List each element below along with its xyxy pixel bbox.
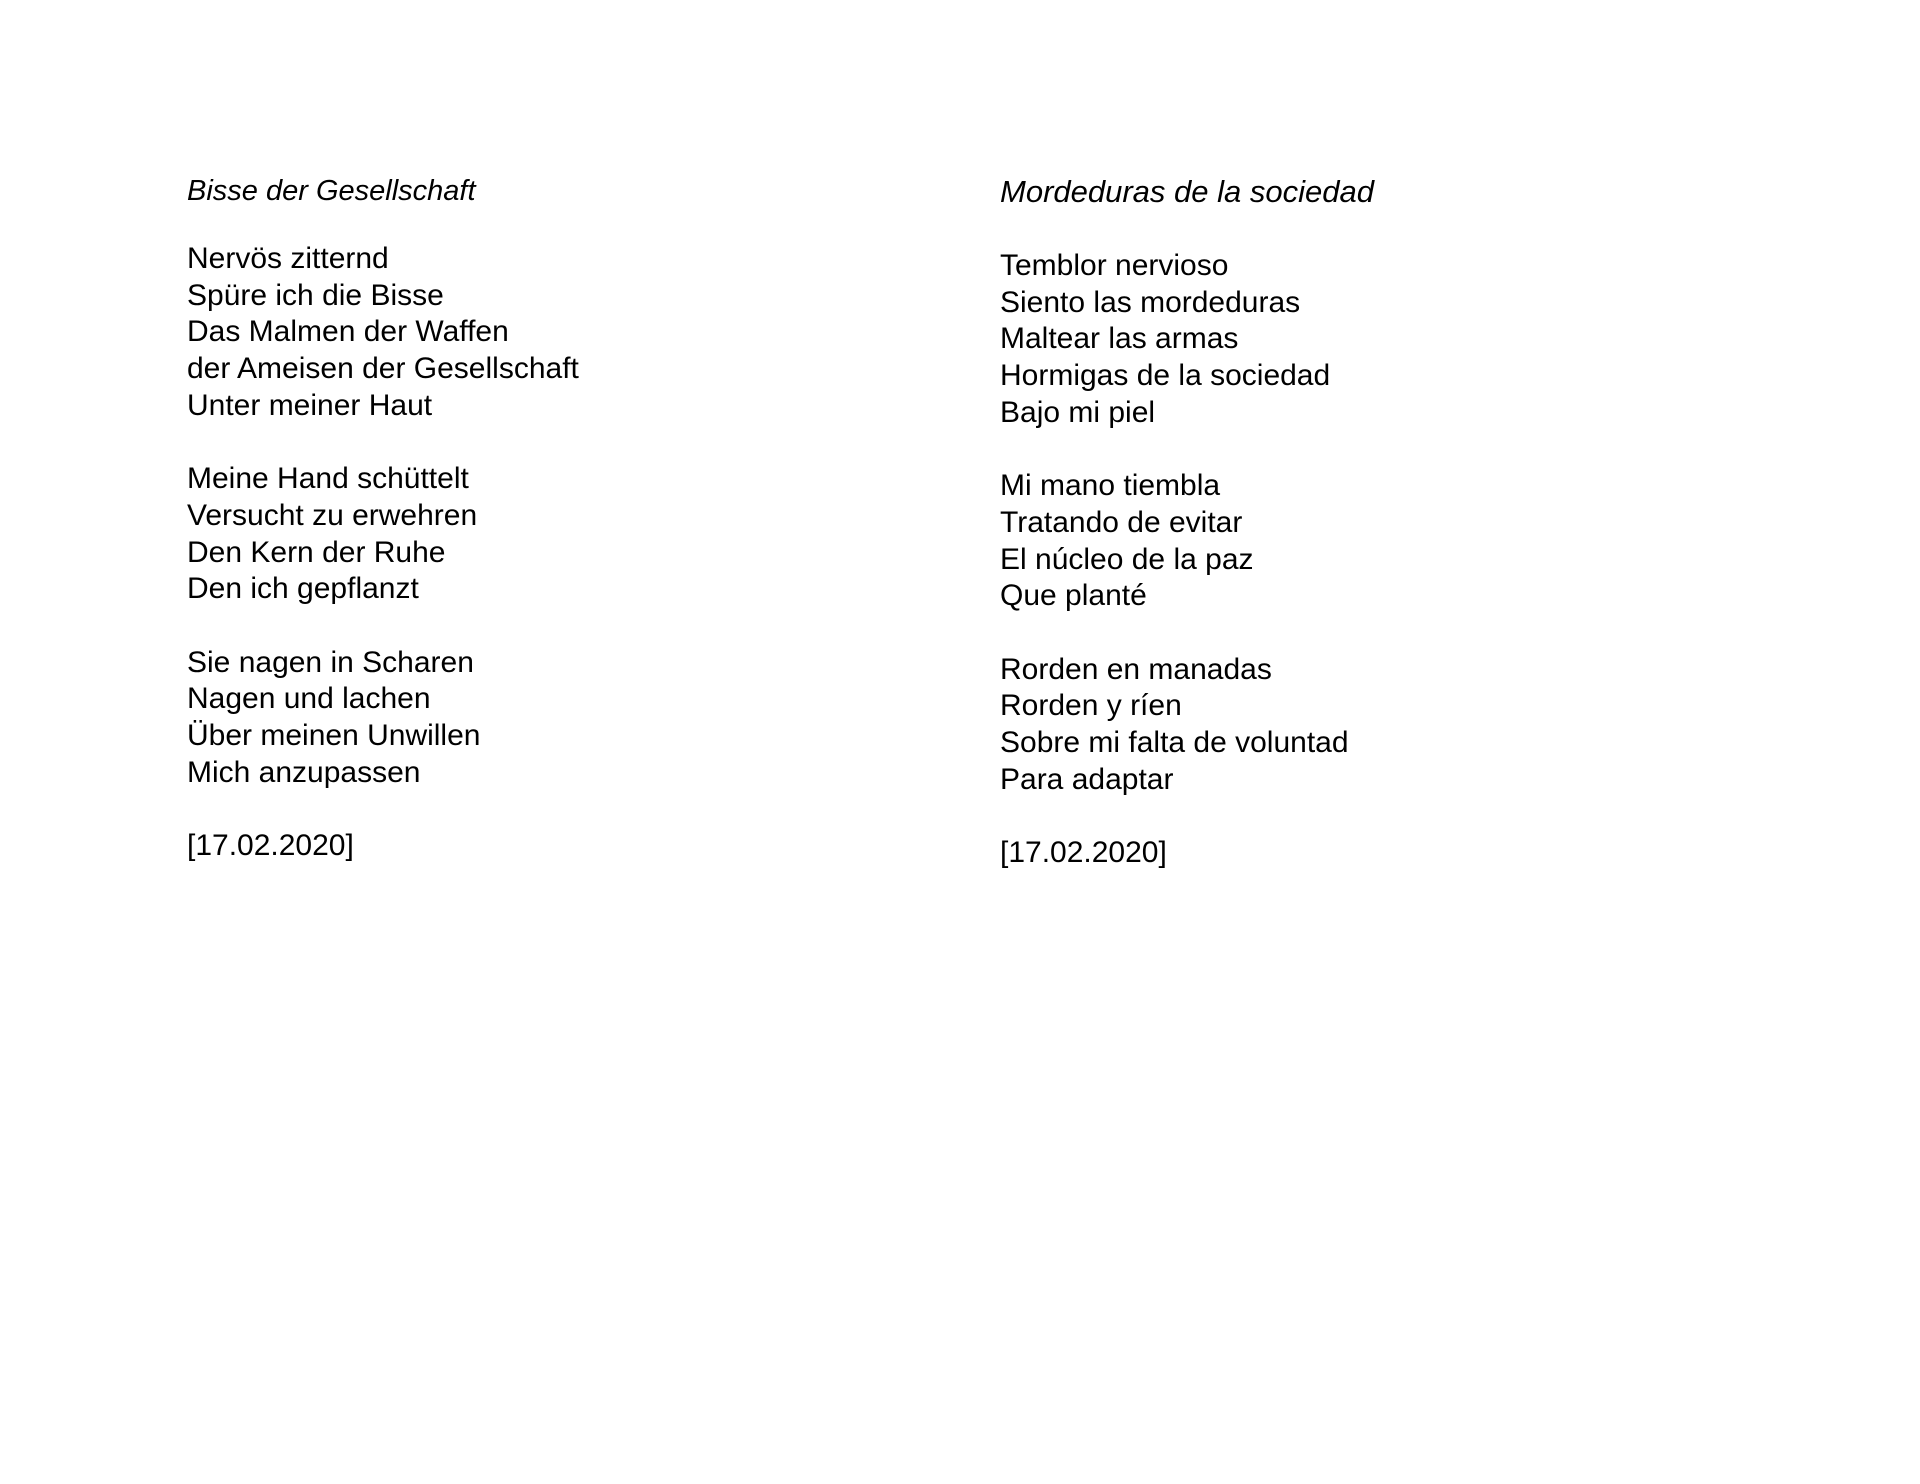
poem-line: Mich anzupassen bbox=[187, 755, 421, 789]
poem-line: Que planté bbox=[1000, 579, 1147, 613]
poem-line: El núcleo de la paz bbox=[1000, 542, 1254, 576]
poem-line: Sobre mi falta de voluntad bbox=[1000, 726, 1349, 760]
poem-line: Bajo mi piel bbox=[1000, 395, 1156, 429]
stanza-1 bbox=[187, 241, 579, 425]
poem-line: Über meinen Unwillen bbox=[187, 719, 481, 753]
poem-line: der Ameisen der Gesellschaft bbox=[187, 352, 579, 386]
poem-line: Unter meiner Haut bbox=[187, 388, 433, 422]
poem-line: Mi mano tiembla bbox=[1000, 469, 1221, 503]
stanza-1 bbox=[1000, 248, 1374, 432]
poem-title-german: Bisse der Gesellschaft bbox=[187, 175, 476, 207]
stanza-3 bbox=[1000, 652, 1374, 799]
poem-line: Den ich gepflanzt bbox=[187, 572, 419, 606]
poem-line: Rorden en manadas bbox=[1000, 652, 1272, 686]
poem-line: Hormigas de la sociedad bbox=[1000, 359, 1331, 393]
poem-title-spanish: Mordeduras de la sociedad bbox=[1000, 174, 1374, 209]
poem-column-spanish bbox=[1000, 174, 1374, 872]
poem-line: Sie nagen in Scharen bbox=[187, 645, 474, 679]
poem-line: Nagen und lachen bbox=[187, 682, 431, 716]
poem-line: Tratando de evitar bbox=[1000, 505, 1243, 539]
poem-line: Versucht zu erwehren bbox=[187, 498, 478, 532]
poem-date-german: [17.02.2020] bbox=[187, 829, 354, 863]
poem-line: Maltear las armas bbox=[1000, 322, 1239, 356]
poem-line: Siento las mordeduras bbox=[1000, 285, 1301, 319]
poem-line: Para adaptar bbox=[1000, 762, 1174, 796]
poem-line: Meine Hand schüttelt bbox=[187, 462, 469, 496]
poem-body-german bbox=[187, 241, 579, 865]
stanza-3 bbox=[187, 645, 579, 792]
poem-line: Das Malmen der Waffen bbox=[187, 315, 509, 349]
poem-column-german bbox=[187, 174, 579, 865]
poem-line: Spüre ich die Bisse bbox=[187, 278, 444, 312]
poem-line: Nervös zitternd bbox=[187, 242, 389, 275]
poem-line: Rorden y ríen bbox=[1000, 689, 1182, 723]
stanza-2 bbox=[1000, 468, 1374, 615]
poem-body-spanish bbox=[1000, 248, 1374, 872]
poem-date-spanish: [17.02.2020] bbox=[1000, 836, 1167, 870]
stanza-2 bbox=[187, 461, 579, 608]
poem-line: Temblor nervioso bbox=[1000, 249, 1229, 282]
poem-line: Den Kern der Ruhe bbox=[187, 535, 446, 569]
